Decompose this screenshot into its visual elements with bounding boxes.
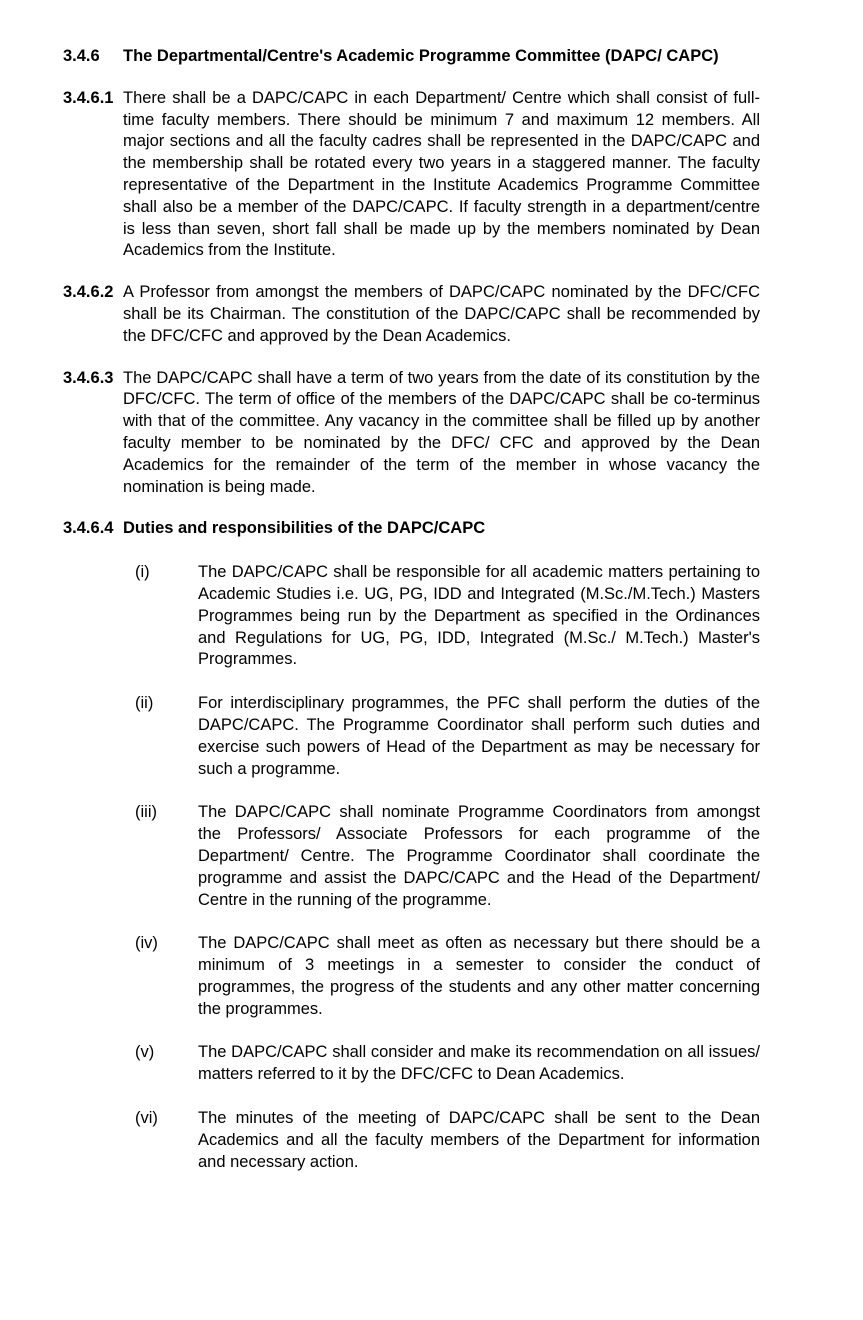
section-number: 3.4.6.4 xyxy=(63,519,114,538)
clause-3-4-6-3 xyxy=(63,368,760,499)
clause-text: The DAPC/CAPC shall have a term of two years from the date of its constitution by the DFC/CFC. The term of office of the members of the DAPC/CAPC shall be co-terminus with that of the committee. Any vacancy in the committee shall be filled up by another faculty member to be nominated by the DFC/ CFC and approved by the Dean Academics for the remainder of the term of the member in whose vacancy the nomination is being made. xyxy=(123,368,760,496)
duty-text: For interdisciplinary programmes, the PFC shall perform the duties of the DAPC/CAPC. The Programme Coordinator shall perform such duties and exercise such powers of Head of the Department as may be necessary for such a programme. xyxy=(198,694,760,778)
clause-number: 3.4.6.1 xyxy=(63,88,114,107)
clause-text: A Professor from amongst the members of DAPC/CAPC nominated by the DFC/CFC shall be its Chairman. The constitution of the DAPC/CAPC shall be recommended by the DFC/CFC and approved by the Dean Academics. xyxy=(123,283,760,345)
section-heading-3-4-6 xyxy=(63,46,760,68)
clause-text: There shall be a DAPC/CAPC in each Department/ Centre which shall consist of full-time faculty members. There should be minimum 7 and maximum 12 members. All major sections and all the faculty cadres shall be represented in the DAPC/CAPC and the membership shall be rotated every two years in a staggered manner. The faculty representative of the Department in the Institute Academics Programme Committee shall also be a member of the DAPC/CAPC. If faculty strength in a department/centre is less than seven, short fall shall be made up by the members nominated by Dean Academics from the Institute. xyxy=(123,88,760,260)
duty-marker: (vi) xyxy=(135,1109,158,1128)
duty-text: The DAPC/CAPC shall consider and make its recommendation on all issues/ matters referred to it by the DFC/CFC to Dean Academics. xyxy=(198,1043,760,1084)
duty-marker: (ii) xyxy=(135,694,154,713)
clause-3-4-6-1 xyxy=(63,88,760,262)
section-heading-text: The Departmental/Centre's Academic Programme Committee (DAPC/ CAPC) xyxy=(123,47,719,65)
clause-number: 3.4.6.3 xyxy=(63,368,114,387)
duty-item-iv xyxy=(135,933,760,1020)
duty-marker: (iv) xyxy=(135,934,158,953)
duty-text: The minutes of the meeting of DAPC/CAPC shall be sent to the Dean Academics and all the faculty members of the Department for information and necessary action. xyxy=(198,1109,760,1171)
duty-text: The DAPC/CAPC shall be responsible for all academic matters pertaining to Academic Studies i.e. UG, PG, IDD and Integrated (M.Sc./M.Tech.) Masters Programmes being run by the Department as specified in the Ordinances and Regulations for UG, PG, IDD, Integrated (M.Sc./ M.Tech.) Master's Programmes. xyxy=(198,563,760,669)
duty-marker: (v) xyxy=(135,1043,155,1062)
clause-number: 3.4.6.2 xyxy=(63,283,114,302)
section-heading-3-4-6-4 xyxy=(63,518,760,540)
duty-item-v xyxy=(135,1042,760,1086)
duty-item-ii xyxy=(135,693,760,780)
section-heading-text: Duties and responsibilities of the DAPC/CAPC xyxy=(123,519,486,538)
duty-text: The DAPC/CAPC shall nominate Programme Coordinators from amongst the Professors/ Associate Professors for each programme of the Department/ Centre. The Programme Coordinator shall coordinate the programme and assist the DAPC/CAPC and the Head of the Department/ Centre in the running of the programme. xyxy=(198,803,760,909)
duty-item-i xyxy=(135,562,760,671)
duty-marker: (iii) xyxy=(135,803,157,822)
duty-item-vi xyxy=(135,1108,760,1173)
duties-list xyxy=(63,562,760,1173)
section-number: 3.4.6 xyxy=(63,47,100,65)
duty-marker: (i) xyxy=(135,563,150,582)
duty-item-iii xyxy=(135,802,760,911)
duty-text: The DAPC/CAPC shall meet as often as necessary but there should be a minimum of 3 meetings in a semester to consider the conduct of programmes, the progress of the students and any other matter concerning the programmes. xyxy=(198,934,760,1018)
clause-3-4-6-2 xyxy=(63,282,760,347)
